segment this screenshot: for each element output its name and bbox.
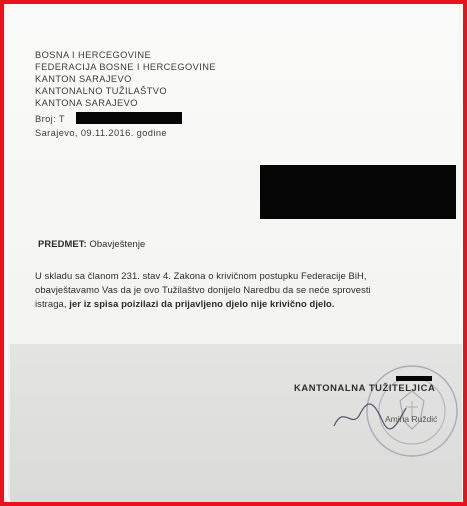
body-line-3-plain: istraga,: [35, 298, 70, 309]
body-line-3: [35, 298, 335, 309]
subject-label: PREDMET:: [38, 238, 87, 249]
subject-line: [38, 238, 145, 249]
body-line-3-bold: jer iz spisa poizilazi da prijavljeno djelo nije krivično djelo.: [69, 298, 335, 309]
header-line-prosecutor: KANTONALNO TUŽILAŠTVO: [35, 86, 168, 96]
signatory-name: Amina Ruždić: [385, 414, 438, 424]
redacted-recipient-block: [260, 165, 456, 219]
subject-value: Obavještenje: [89, 238, 146, 249]
signatory-title: KANTONALNA TUŽITELJICA: [294, 382, 436, 393]
case-number: Broj: T: [35, 114, 66, 124]
redacted-case-number: [76, 112, 182, 124]
header-line-canton-sarajevo: KANTONA SARAJEVO: [35, 98, 138, 108]
body-line-2: obavještavamo Vas da je ovo Tužilaštvo donijelo Naredbu da se neće sprovesti: [35, 284, 371, 295]
header-line-canton: KANTON SARAJEVO: [35, 74, 132, 84]
body-line-1: U skladu sa članom 231. stav 4. Zakona o krivičnom postupku Federacije BiH,: [35, 270, 367, 281]
header-line-federation: FEDERACIJA BOSNE I HERCEGOVINE: [35, 62, 216, 72]
date-line: Sarajevo, 09.11.2016. godine: [35, 128, 167, 138]
redacted-signature-mark: [396, 376, 432, 381]
header-line-country: BOSNA I HERCEGOVINE: [35, 50, 152, 60]
